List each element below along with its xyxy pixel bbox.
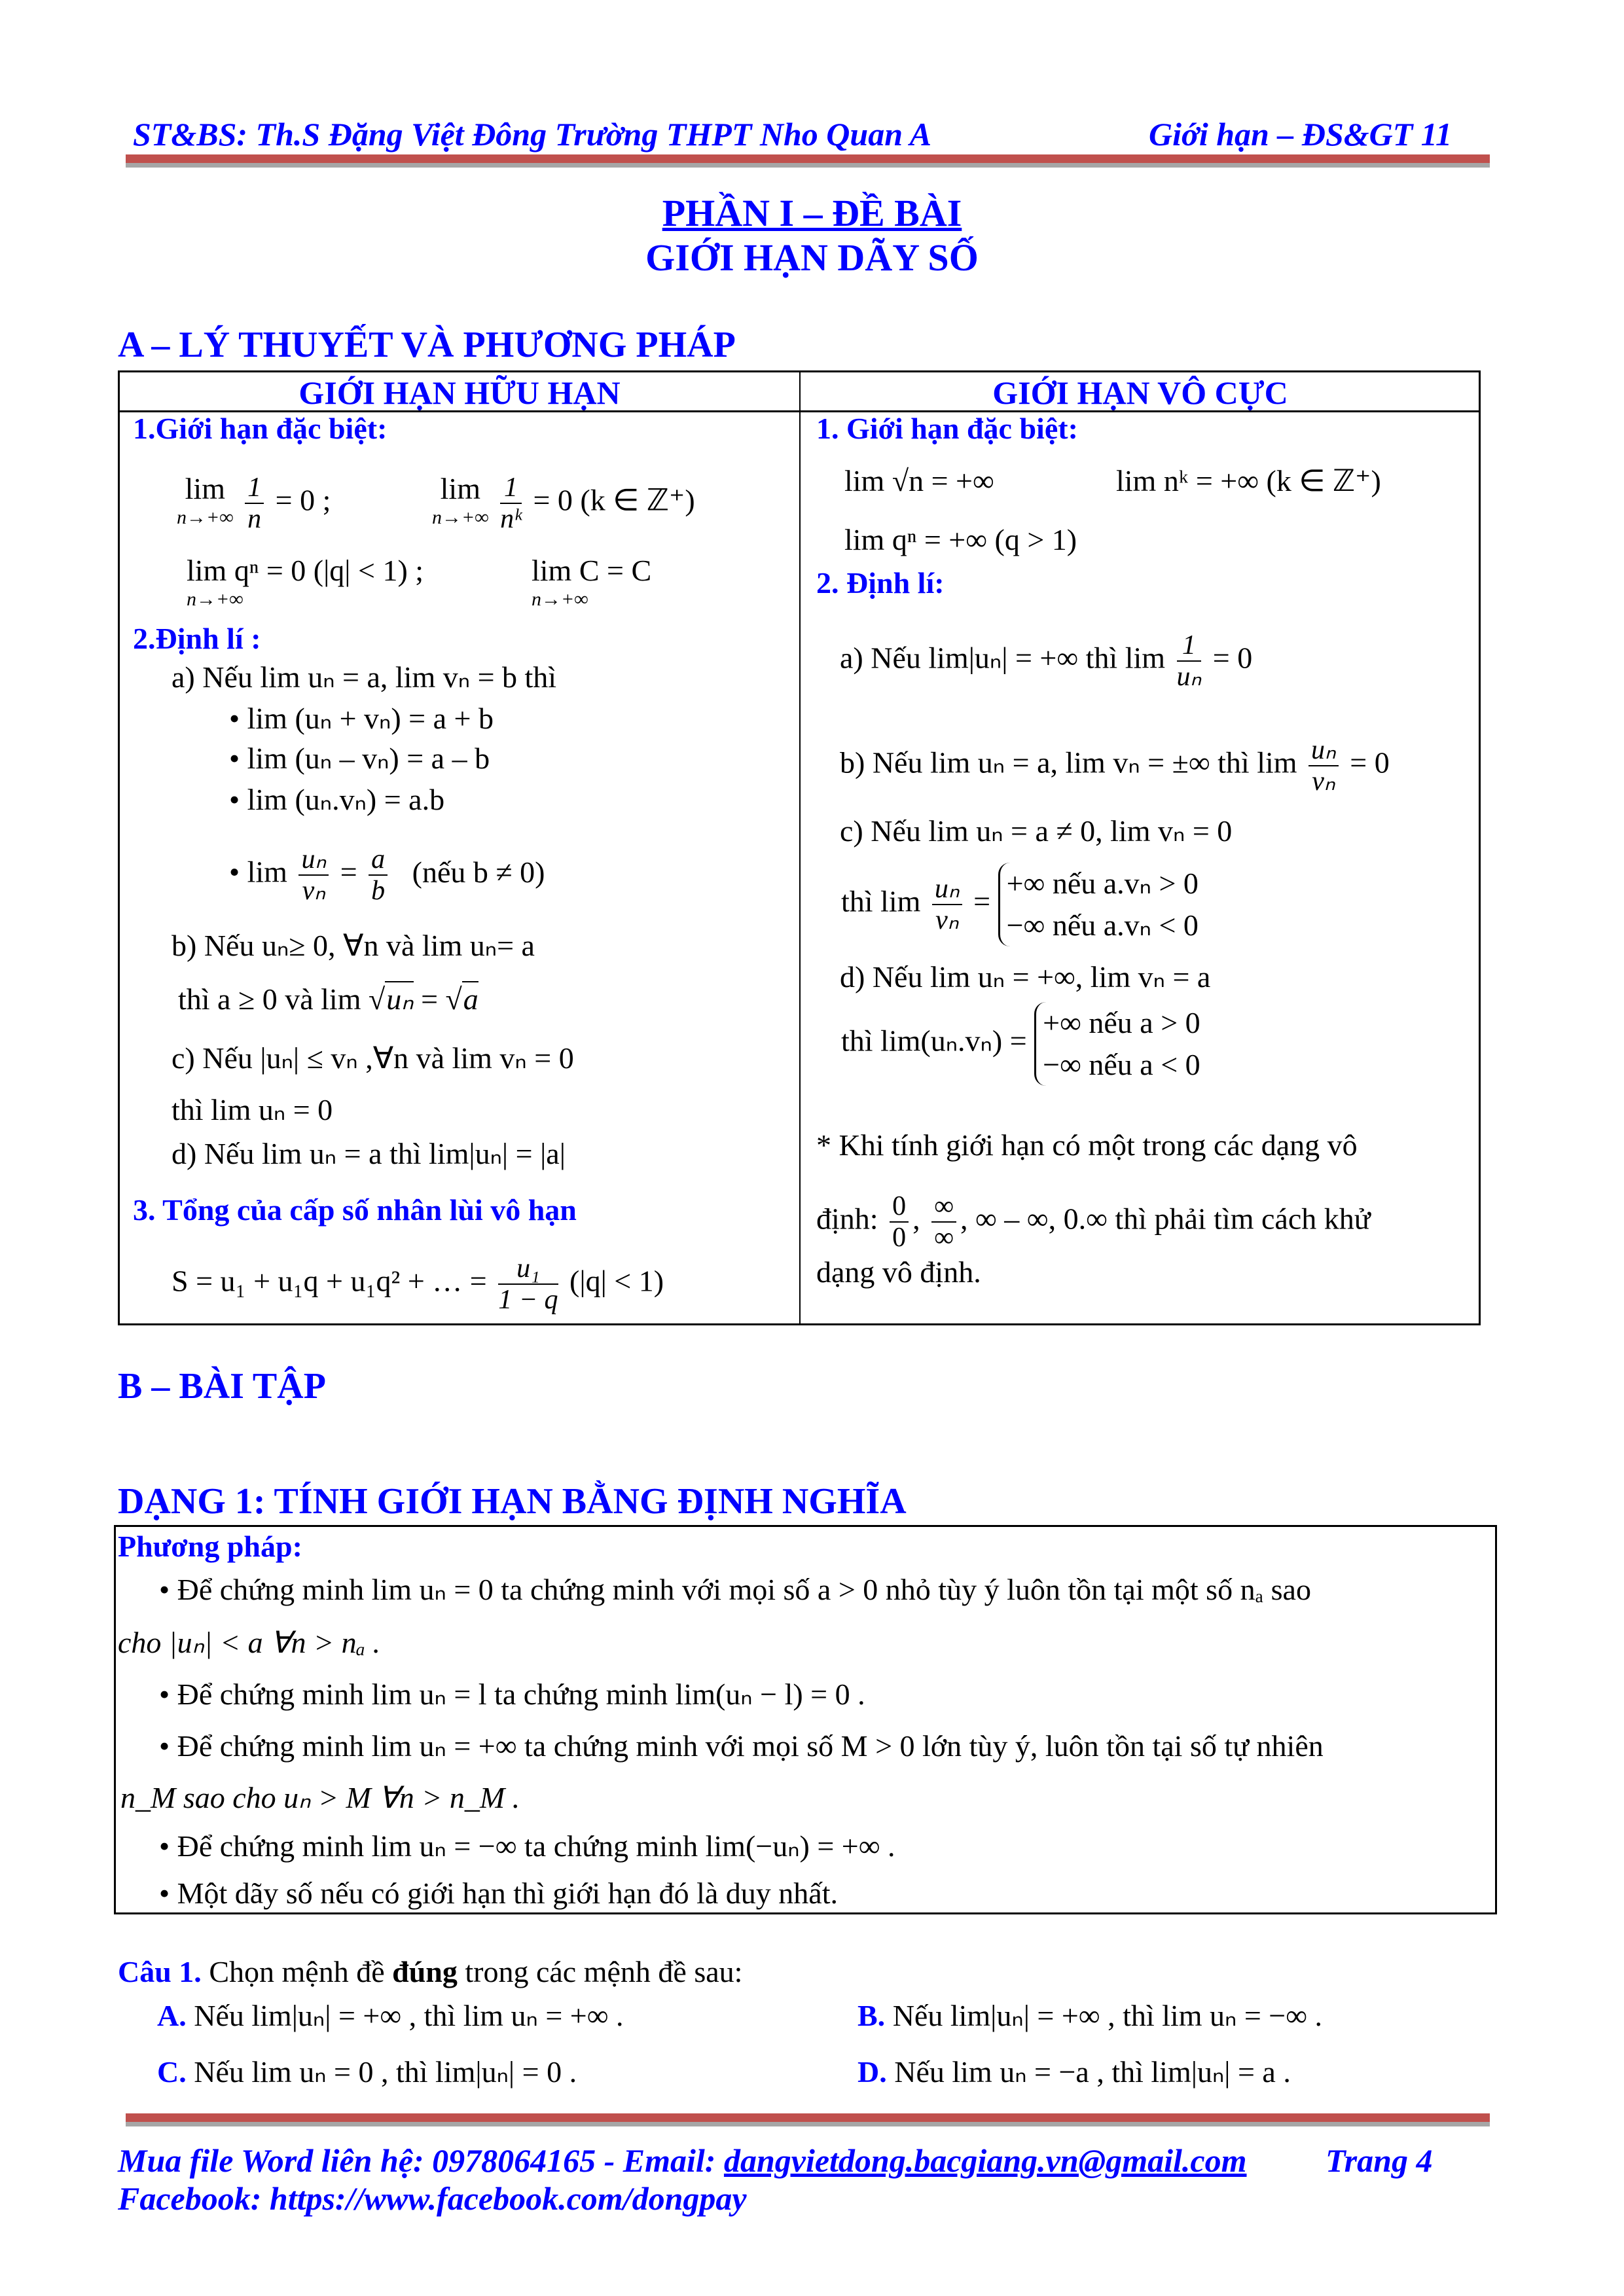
lim: lim	[440, 472, 480, 505]
text: S = u₁ + u₁q + u₁q² + … =	[171, 1264, 487, 1298]
formula-n-power-k: lim nᵏ = +∞ (k ∈ ℤ⁺)	[1116, 464, 1381, 497]
option-key: D.	[857, 2055, 887, 2089]
option-text: Nếu lim|uₙ| = +∞ , thì lim uₙ = +∞ .	[194, 1999, 624, 2032]
text: thì lim(uₙ.vₙ) =	[841, 1024, 1027, 1058]
option-d[interactable]	[857, 2053, 1291, 2091]
text: a) Nếu lim|uₙ| = +∞ thì lim	[840, 641, 1166, 675]
inf-theorem-d-cases	[841, 1002, 1200, 1086]
num: u₁	[498, 1253, 558, 1285]
col-header-finite: GIỚI HẠN HỮU HẠN	[298, 374, 621, 411]
left-h3: 3. Tổng của cấp số nhân lùi vô hạn	[133, 1193, 577, 1227]
num: uₙ	[932, 874, 962, 905]
method-line: • Để chứng minh lim uₙ = −∞ ta chứng minh lim(−uₙ) = +∞ .	[159, 1829, 895, 1863]
method-line: • Để chứng minh lim uₙ = 0 ta chứng minh với mọi số a > 0 nhỏ tùy ý luôn tồn tại một số nₐ sao	[159, 1573, 1311, 1606]
footer-facebook[interactable]: Facebook: https://www.facebook.com/dongpay	[118, 2180, 747, 2217]
theorem-a-prod: • lim (uₙ.vₙ) = a.b	[229, 783, 445, 816]
text: định:	[816, 1202, 878, 1236]
option-key: C.	[157, 2055, 187, 2089]
formula-q-power-n	[187, 556, 424, 614]
text: trong các mệnh đề sau:	[457, 1955, 743, 1988]
email-link[interactable]: dangvietdong.bacgiang.vn@gmail.com	[723, 2142, 1247, 2179]
den: vₙ	[1312, 766, 1335, 797]
text: , ∞ – ∞, 0.∞ thì phải tìm cách khử	[960, 1202, 1371, 1236]
column-divider	[799, 372, 801, 1323]
den: uₙ	[1176, 662, 1202, 692]
case: +∞ nếu a > 0	[1043, 1006, 1200, 1039]
theorem-a-quot	[229, 844, 545, 906]
option-text: Nếu lim uₙ = 0 , thì lim|uₙ| = 0 .	[194, 2055, 577, 2089]
eq: = 0 ;	[275, 483, 331, 517]
lim: • lim	[229, 855, 287, 889]
eq: =	[340, 855, 357, 889]
theorem-a-sum: • lim (uₙ + vₙ) = a + b	[229, 702, 494, 735]
right-h1: 1. Giới hạn đặc biệt:	[816, 412, 1078, 445]
theorem-a-diff: • lim (uₙ – vₙ) = a – b	[229, 742, 490, 775]
header-left: ST&BS: Th.S Đặng Việt Đông Trường THPT Nho Quan A	[133, 116, 931, 152]
header-divider	[126, 154, 1490, 163]
theorem-d: d) Nếu lim uₙ = a thì lim|uₙ| = |a|	[171, 1137, 566, 1170]
den: n	[247, 504, 262, 534]
lim-sub: n→+∞	[177, 507, 234, 528]
eq: = 0	[1350, 745, 1390, 780]
option-a[interactable]	[157, 1997, 624, 2035]
eq: = 0	[1212, 641, 1253, 675]
option-key: B.	[857, 1999, 886, 2032]
left-h2: 2.Định lí :	[133, 622, 261, 655]
question-label: Câu 1.	[118, 1955, 202, 1988]
contact-text: Mua file Word liên hệ: 0978064165 - Email:	[118, 2142, 724, 2179]
header-divider-shadow	[126, 163, 1490, 168]
section-a-heading: A – LÝ THUYẾT VÀ PHƯƠNG PHÁP	[118, 325, 736, 365]
num: uₙ	[1308, 735, 1339, 766]
right-h2: 2. Định lí:	[816, 566, 945, 600]
text: Chọn mệnh đề	[209, 1955, 393, 1988]
num: 1	[245, 473, 264, 504]
radicand: a	[463, 982, 478, 1016]
den: vₙ	[935, 905, 959, 935]
footer-divider-shadow	[126, 2122, 1490, 2126]
text: b) Nếu lim uₙ = a, lim vₙ = ±∞ thì lim	[840, 745, 1297, 780]
option-text: Nếu lim|uₙ| = +∞ , thì lim uₙ = −∞ .	[892, 1999, 1322, 2032]
formula-sqrt-n: lim √n = +∞	[844, 464, 994, 497]
text: thì lim	[841, 884, 921, 918]
method-line: cho |uₙ| < a ∀n > nₐ .	[118, 1626, 381, 1659]
den: nᵏ	[500, 504, 522, 534]
den: 1 − q	[498, 1285, 558, 1315]
footer-contact	[118, 2142, 1247, 2179]
condition: (nếu b ≠ 0)	[412, 855, 545, 889]
section-b-heading: B – BÀI TẬP	[118, 1366, 326, 1407]
case: +∞ nếu a.vₙ > 0	[1006, 867, 1199, 900]
method-line: • Để chứng minh lim uₙ = l ta chứng minh lim(uₙ − l) = 0 .	[159, 1677, 865, 1711]
method-line: n_M sao cho uₙ > M ∀n > n_M .	[120, 1781, 520, 1814]
part-title: PHẦN I – ĐỀ BÀI	[662, 192, 962, 234]
inf-theorem-c: c) Nếu lim uₙ = a ≠ 0, lim vₙ = 0	[840, 814, 1233, 848]
method-line: • Để chứng minh lim uₙ = +∞ ta chứng minh với mọi số M > 0 lớn tùy ý, luôn tồn tại số tự nhiên	[159, 1729, 1324, 1763]
dang1-heading: DẠNG 1: TÍNH GIỚI HẠN BẰNG ĐỊNH NGHĨA	[118, 1481, 907, 1522]
indeterminate-note-3: dạng vô định.	[816, 1255, 981, 1289]
den: b	[371, 876, 386, 906]
formula-q-power-n-inf: lim qⁿ = +∞ (q > 1)	[844, 523, 1077, 556]
theorem-b: b) Nếu uₙ≥ 0, ∀n và lim uₙ= a	[171, 929, 535, 962]
eq: =	[973, 884, 991, 918]
condition: (|q| < 1)	[569, 1264, 664, 1298]
theorem-c-conclusion: thì lim uₙ = 0	[171, 1093, 333, 1126]
option-key: A.	[157, 1999, 187, 2032]
num: 1	[1177, 630, 1202, 662]
option-text: Nếu lim uₙ = −a , thì lim|uₙ| = a .	[894, 2055, 1291, 2089]
inf-theorem-d: d) Nếu lim uₙ = +∞, lim vₙ = a	[840, 960, 1211, 994]
formula-constant	[532, 556, 651, 614]
option-b[interactable]	[857, 1997, 1322, 2035]
indeterminate-note-2: định: $\frac{0}{0}$ , $\frac{\infty}{\infty}$ , ∞ – ∞, 0.∞ thì phải tìm cách khử	[816, 1191, 1371, 1253]
eq: = 0 (k ∈ ℤ⁺)	[533, 483, 695, 517]
num: a	[369, 844, 388, 876]
col-header-infinite: GIỚI HẠN VÔ CỰC	[992, 374, 1288, 411]
text: lim C = C	[532, 554, 652, 587]
indeterminate-note-1: * Khi tính giới hạn có một trong các dạng vô	[816, 1128, 1358, 1162]
method-label: Phương pháp:	[118, 1530, 302, 1563]
inf-theorem-c-cases	[841, 863, 1199, 946]
left-h1: 1.Giới hạn đặc biệt:	[133, 412, 388, 445]
num: 1	[500, 473, 522, 504]
emphasis: đúng	[392, 1955, 458, 1988]
lim-sub: n→+∞	[432, 507, 489, 528]
lim: lim	[185, 472, 225, 505]
text: thì a ≥ 0 và lim	[178, 982, 369, 1016]
theorem-c: c) Nếu |uₙ| ≤ vₙ ,∀n và lim vₙ = 0	[171, 1041, 574, 1075]
method-line: • Một dãy số nếu có giới hạn thì giới hạn đó là duy nhất.	[159, 1876, 838, 1910]
option-c[interactable]	[157, 2053, 577, 2091]
theorem-a: a) Nếu lim uₙ = a, lim vₙ = b thì	[171, 660, 557, 694]
lim-sub: n→+∞	[187, 588, 244, 610]
theorem-b-sqrt: thì a ≥ 0 và lim √uₙ = √a	[178, 982, 478, 1016]
den: ∞	[934, 1223, 954, 1253]
inf-theorem-a	[840, 630, 1252, 692]
page-number: Trang 4	[1326, 2142, 1433, 2179]
geometric-series-sum	[171, 1253, 664, 1315]
inf-theorem-b	[840, 735, 1390, 797]
formula-1-over-nk	[432, 473, 695, 534]
radicand: uₙ	[386, 982, 414, 1016]
question-1-stem	[118, 1953, 742, 1991]
den: 0	[892, 1223, 907, 1253]
den: vₙ	[302, 876, 326, 906]
text: lim qⁿ = 0 (|q| < 1) ;	[187, 554, 424, 587]
header-right: Giới hạn – ĐS&GT 11	[1149, 116, 1453, 152]
topic-title: GIỚI HẠN DÃY SỐ	[645, 236, 979, 279]
num: 0	[890, 1191, 909, 1223]
num: uₙ	[298, 844, 329, 876]
footer-divider	[126, 2113, 1490, 2122]
lim-sub: n→+∞	[532, 588, 588, 610]
formula-1-over-n	[177, 473, 331, 534]
case: −∞ nếu a < 0	[1043, 1048, 1200, 1081]
case: −∞ nếu a.vₙ < 0	[1006, 908, 1199, 942]
num: ∞	[931, 1191, 956, 1223]
eq: = √	[413, 982, 462, 1016]
